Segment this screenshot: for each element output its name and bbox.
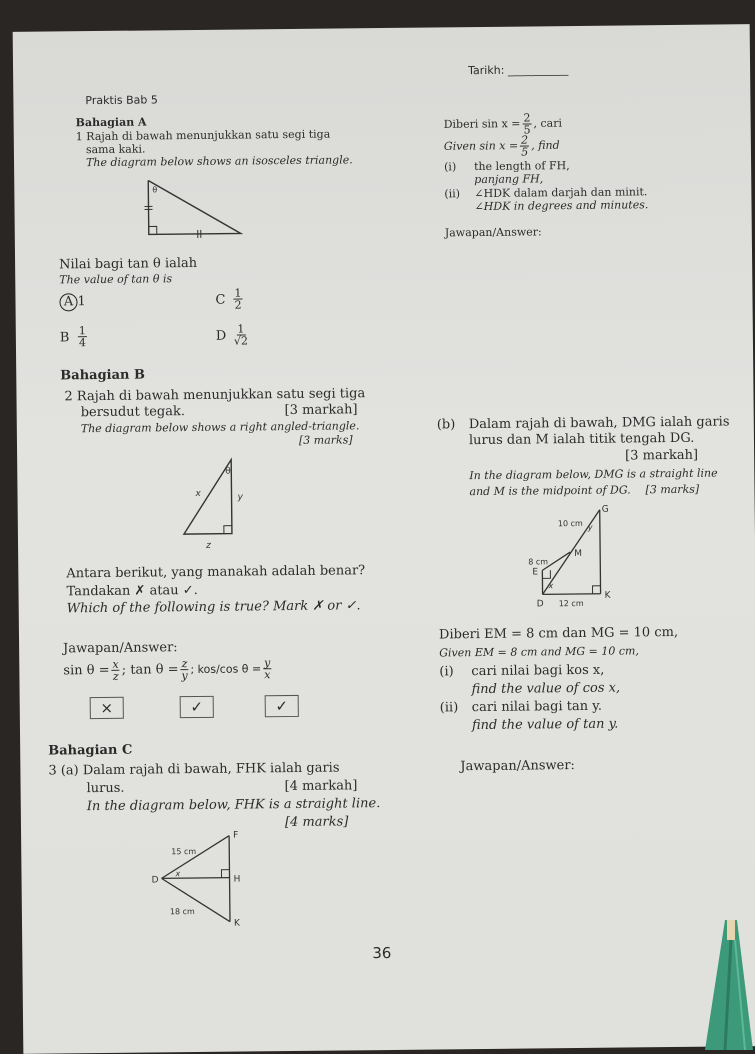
answer-box-2[interactable]: ✓ xyxy=(180,696,214,718)
fifteen-cm-label: 15 cm xyxy=(171,847,196,856)
part-ii-text-ms: ∠HDK dalam darjah dan minit. xyxy=(474,184,647,201)
z-label: z xyxy=(205,541,211,551)
h-label: H xyxy=(234,875,241,885)
fhk-figure xyxy=(131,823,272,934)
k-label: K xyxy=(234,919,241,929)
option-c[interactable] xyxy=(13,24,750,32)
option-c-letter: C xyxy=(215,293,225,308)
part-b-label: (b) xyxy=(437,417,456,432)
section-b-heading: Bahagian B xyxy=(60,368,145,384)
y-angle-label: y xyxy=(587,523,593,532)
answer-label-a: Jawapan/Answer: xyxy=(445,224,542,240)
q2-text-ms: 2 Rajah di bawah menunjukkan satu segi tiga xyxy=(64,386,365,404)
part-b-ii-en: find the value of tan y. xyxy=(472,717,619,734)
q3-text-ms: 3 (a) Dalam rajah di bawah, FHK ialah garis xyxy=(48,761,339,779)
line-dh xyxy=(162,878,230,879)
q1-text-ms: 1 Rajah di bawah menunjukkan satu segi tiga xyxy=(76,127,331,145)
section-c-heading: Bahagian C xyxy=(48,743,132,759)
part-b-i-en: find the value of cos x, xyxy=(472,681,621,698)
line-fhk xyxy=(229,836,230,922)
q1-prompt-en: The value of tan θ is xyxy=(59,271,172,287)
eight-cm-label: 8 cm xyxy=(528,557,548,566)
worksheet-page xyxy=(13,24,755,1054)
right-angle-marker xyxy=(224,526,232,534)
d-label: D xyxy=(537,599,544,609)
given-sin-en: Given sin x = $\frac{2}{5}$ , find xyxy=(444,134,560,158)
page-title: Praktis Bab 5 xyxy=(85,92,158,108)
g-label: G xyxy=(602,505,609,515)
answer-box-1[interactable]: × xyxy=(90,697,124,719)
part-i-text-en: panjang FH, xyxy=(474,171,543,187)
part-b-text-ms: Dalam rajah di bawah, DMG ialah garis xyxy=(469,414,730,432)
part-b-marks-ms: [3 markah] xyxy=(625,448,698,464)
part-b-text-en-2: and M is the midpoint of DG. xyxy=(469,482,630,499)
part-ii-text-en: ∠HDK in degrees and minutes. xyxy=(474,197,648,214)
q2-text-ms-2: bersudut tegak. xyxy=(81,404,185,420)
given-values-ms: Diberi EM = 8 cm dan MG = 10 cm, xyxy=(439,625,678,643)
part-b-text-en: In the diagram below, DMG is a straight line xyxy=(469,466,717,484)
twelve-cm-label: 12 cm xyxy=(559,599,584,608)
given-values-en: Given EM = 8 cm and MG = 10 cm, xyxy=(439,643,639,660)
ten-cm-label: 10 cm xyxy=(558,519,583,528)
option-a[interactable] xyxy=(13,24,750,32)
d-label: D xyxy=(152,875,159,885)
q1-text-ms-2: sama kaki. xyxy=(86,142,146,158)
q1-text-en: The diagram below shows an isosceles triangle. xyxy=(86,152,353,170)
theta-label: θ xyxy=(152,185,157,194)
m-label: M xyxy=(574,549,582,559)
given-sin-ms: Diberi sin x = $\frac{2}{5}$ , cari xyxy=(444,112,563,136)
line-df xyxy=(161,836,229,879)
pencil-image xyxy=(665,920,755,1050)
option-b-fraction: $\frac{1}{4}$ xyxy=(78,325,87,348)
part-b-ii-ms: cari nilai bagi tan y. xyxy=(472,699,602,715)
x-angle-label: x xyxy=(547,581,553,590)
y-label: y xyxy=(237,492,244,502)
right-angle-h xyxy=(221,870,229,878)
answer-label-b: Jawapan/Answer: xyxy=(63,640,178,656)
part-ii-label: (ii) xyxy=(444,186,460,201)
option-a-value: 1 xyxy=(77,294,85,309)
q2-marks-en: [3 marks] xyxy=(299,432,353,448)
date-label: Tarikh: ___________ xyxy=(468,62,568,78)
option-c-fraction: $\frac{1}{2}$ xyxy=(233,287,242,310)
section-a-heading: Bahagian A xyxy=(76,114,147,130)
part-i-text-ms: the length of FH, xyxy=(474,158,570,174)
part-i-label: (i) xyxy=(444,159,456,174)
q2-mark-ms: Tandakan ✗ atau ✓. xyxy=(66,583,197,599)
triangle-outline xyxy=(148,180,241,235)
trig-formulas: sin θ = $\frac{x}{z}$ ; tan θ = $\frac{z}{y}$ ; kos/cos θ = $\frac{y}{x}$ xyxy=(63,657,273,682)
option-d-letter: D xyxy=(216,329,227,344)
right-angle-e xyxy=(542,570,550,578)
q2-ask-en: Which of the following is true? Mark ✗ or ✓. xyxy=(67,598,361,616)
line-gk xyxy=(600,510,601,594)
right-triangle-figure xyxy=(167,451,278,552)
x-label: x xyxy=(194,489,201,499)
dmg-figure xyxy=(508,499,649,610)
answer-box-3[interactable]: ✓ xyxy=(265,695,299,717)
e-label: E xyxy=(532,567,538,577)
option-a-letter-circled: A xyxy=(59,293,77,311)
x-angle-label: x xyxy=(174,869,180,878)
part-b-text-ms-2: lurus dan M ialah titik tengah DG. xyxy=(469,431,695,448)
q3-marks-en: [4 marks] xyxy=(285,814,349,830)
q2-ask-ms: Antara berikut, yang manakah adalah benar? xyxy=(66,563,365,581)
k-label: K xyxy=(605,591,612,601)
line-dk xyxy=(543,594,601,595)
q3-text-en: In the diagram below, FHK is a straight line. xyxy=(87,796,381,814)
part-b-ii-label: (ii) xyxy=(440,700,459,715)
option-b-letter: B xyxy=(60,330,70,345)
part-b-i-ms: cari nilai bagi kos x, xyxy=(471,663,604,679)
q1-prompt-ms: Nilai bagi tan θ ialah xyxy=(59,256,197,272)
option-d[interactable] xyxy=(13,24,750,32)
answer-label-c: Jawapan/Answer: xyxy=(460,758,575,774)
right-angle-k xyxy=(593,586,601,594)
option-b[interactable] xyxy=(13,24,750,32)
q3-marks-ms: [4 markah] xyxy=(285,778,358,794)
right-angle-marker xyxy=(149,226,157,234)
f-label: F xyxy=(233,831,238,841)
option-d-fraction: $\frac{1}{√2}$ xyxy=(234,323,248,346)
theta-label: θ xyxy=(225,467,231,477)
q2-text-en: The diagram below shows a right angled-triangle. xyxy=(81,418,360,436)
isosceles-triangle-figure xyxy=(124,171,255,244)
page-number: 36 xyxy=(372,946,391,961)
part-b-marks-en: [3 marks] xyxy=(645,482,699,498)
q3-text-ms-2: lurus. xyxy=(87,781,125,796)
eighteen-cm-label: 18 cm xyxy=(170,907,195,916)
q2-marks-ms: [3 markah] xyxy=(285,402,358,418)
part-b-i-label: (i) xyxy=(439,664,453,679)
